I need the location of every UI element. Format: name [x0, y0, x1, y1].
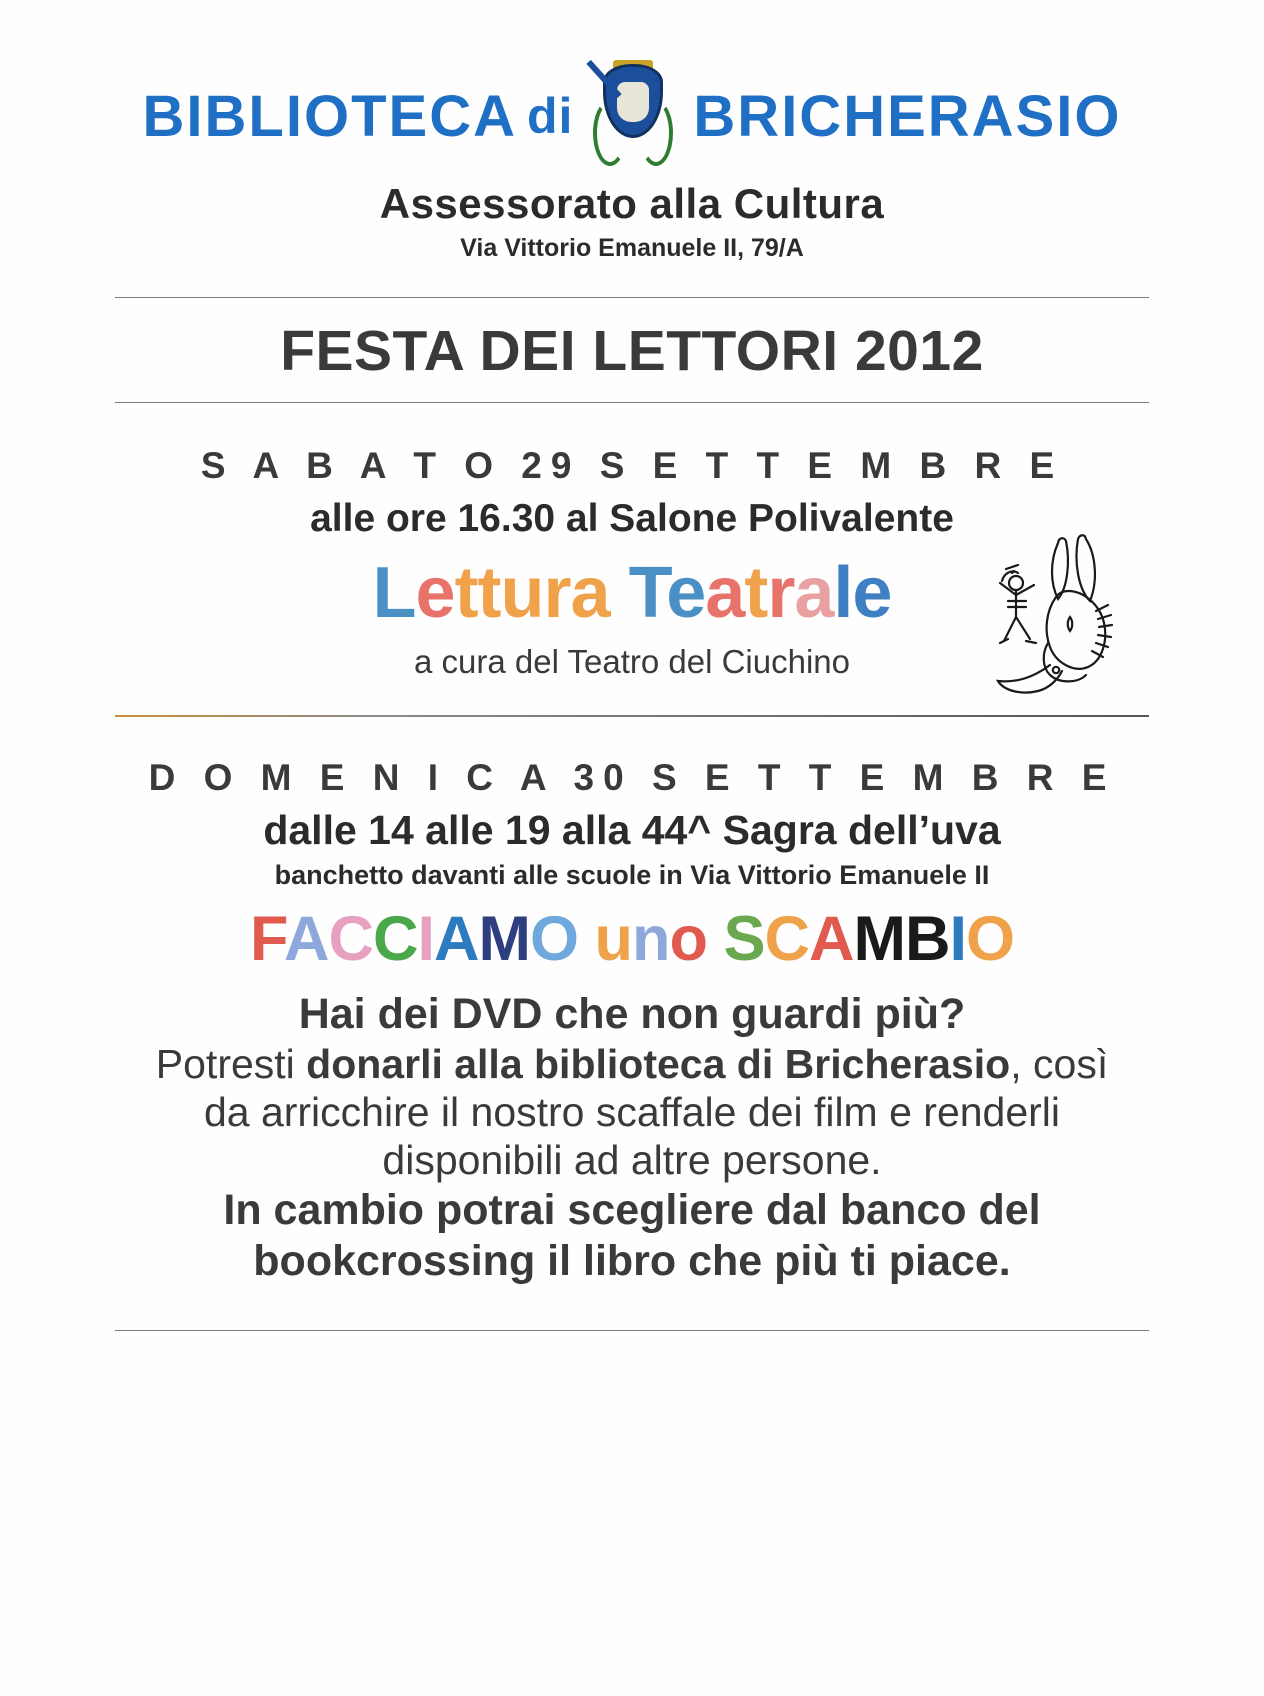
letter: r: [767, 553, 795, 633]
library-name-di: di: [526, 88, 574, 144]
letter: O: [966, 904, 1015, 974]
letter: M: [853, 904, 905, 974]
letter: F: [249, 904, 284, 974]
sunday-event-title: [0, 903, 1264, 975]
library-name-part2: BRICHERASIO: [693, 83, 1122, 149]
letter: t: [454, 553, 478, 633]
letter: S: [723, 904, 765, 974]
letter: r: [543, 553, 571, 633]
description-line-5: In cambio potrai scegliere dal banco del bookcrossing il libro che più ti piace.: [223, 1185, 1041, 1285]
letter: t: [477, 553, 501, 633]
library-name-part1: BIBLIOTECA: [142, 83, 517, 149]
letter: t: [744, 553, 768, 633]
letter: [578, 904, 595, 974]
letter: C: [764, 904, 810, 974]
description-paragraph: [132, 1040, 1132, 1185]
letter: M: [478, 904, 530, 974]
letter: o: [669, 904, 707, 974]
saturday-date: S A B A T O 29 S E T T E M B R E: [200, 445, 1064, 486]
page-title: FESTA DEI LETTORI 2012: [280, 319, 984, 383]
letter: e: [415, 553, 455, 633]
letter: l: [833, 553, 853, 633]
saturday-section: [0, 445, 1264, 681]
library-title-row: [0, 60, 1264, 172]
address-line: Via Vittorio Emanuele II, 79/A: [460, 234, 804, 262]
divider-colored: [115, 715, 1149, 717]
letter: [610, 553, 629, 633]
letter: C: [372, 904, 418, 974]
coat-of-arms-icon: [587, 60, 679, 172]
letter: O: [529, 904, 578, 974]
letter: A: [434, 904, 479, 974]
department-title: Assessorato alla Cultura: [379, 180, 885, 227]
poster-header: [0, 0, 1264, 263]
saturday-curator: a cura del Teatro del Ciuchino: [414, 643, 850, 680]
description-line-4: scaffale dei film e renderli disponibili ad altre persone.: [382, 1089, 1061, 1184]
divider-under-title: [115, 402, 1149, 403]
description-line-3a: Bricherasio: [784, 1040, 1011, 1087]
letter: e: [852, 553, 892, 633]
sunday-location: banchetto davanti alle scuole in Via Vittorio Emanuele II: [274, 860, 990, 890]
letter: B: [905, 904, 950, 974]
sunday-time-event: dalle 14 alle 19 alla 44^ Sagra dell’uva: [263, 807, 1001, 853]
letter: a: [570, 553, 610, 633]
letter: I: [417, 904, 434, 974]
sunday-section: [0, 757, 1264, 1286]
letter: n: [632, 904, 670, 974]
letter: e: [666, 553, 706, 633]
sunday-description: [132, 989, 1132, 1286]
saturday-event-wrap: [0, 547, 1264, 639]
letter: A: [283, 904, 329, 974]
letter: I: [949, 904, 967, 974]
saturday-event-title: [0, 547, 1264, 639]
letter: u: [594, 904, 632, 974]
letter: u: [500, 553, 544, 633]
letter: C: [328, 904, 373, 974]
description-line-3b: , così da arricchire il nostro: [203, 1040, 1109, 1136]
letter: [707, 904, 724, 974]
letter: A: [809, 904, 854, 974]
saturday-time-venue: alle ore 16.30 al Salone Polivalente: [310, 497, 954, 540]
description-line-1: Hai dei DVD che non guardi più?: [298, 990, 966, 1038]
festa-title-block: [0, 297, 1264, 403]
letter: a: [705, 553, 745, 633]
divider-bottom: [115, 1330, 1149, 1331]
sunday-date: D O M E N I C A 30 S E T T E M B R E: [148, 757, 1116, 798]
description-line-2a: Potresti: [155, 1040, 307, 1087]
letter: L: [372, 553, 416, 633]
letter: T: [628, 553, 667, 633]
letter: a: [794, 553, 834, 633]
description-line-2b: donarli alla biblioteca di: [306, 1040, 774, 1087]
